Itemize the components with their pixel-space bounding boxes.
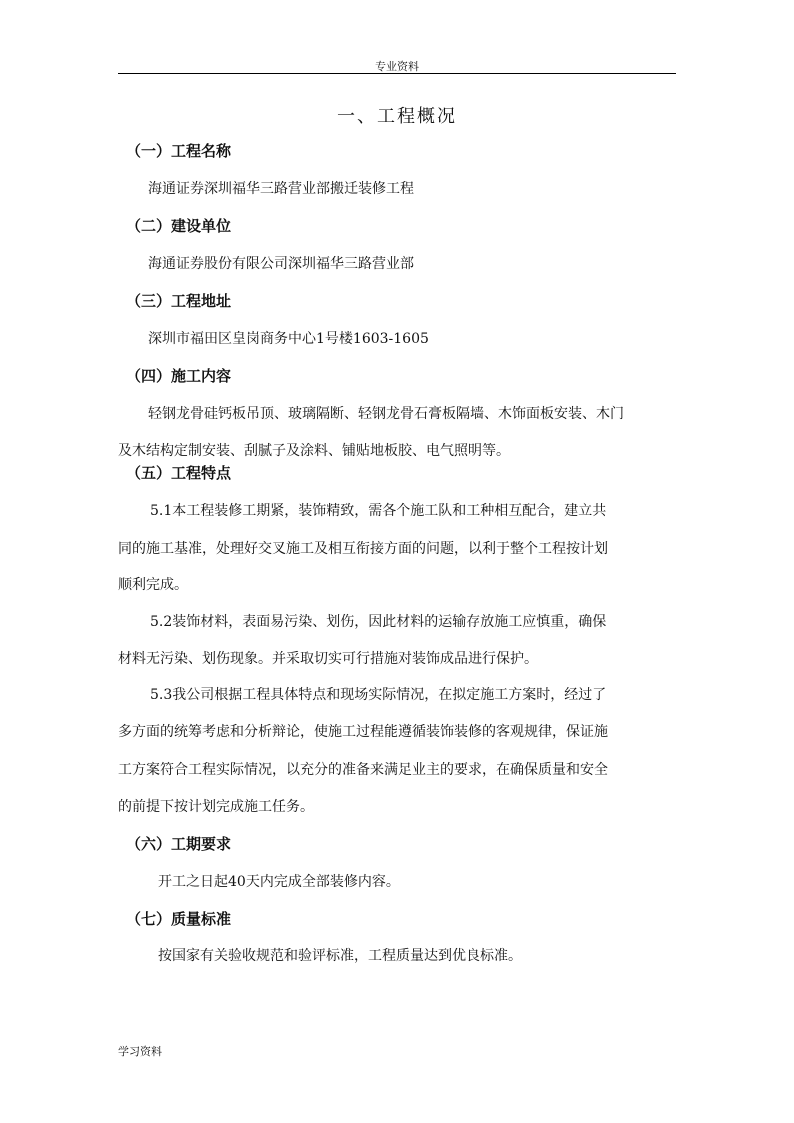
document-title: 一、工程概况: [337, 106, 457, 127]
header-divider: [118, 73, 676, 74]
feature-p3-line: 5.3我公司根据工程具体特点和现场实际情况，在拟定施工方案时，经过了: [150, 687, 607, 703]
page-footer-label: 学习资料: [118, 1045, 162, 1058]
feature-p1-line: 5.1本工程装修工期紧，装饰精致，需各个施工队和工种相互配合，建立共: [150, 503, 607, 519]
section-heading-address: （三）工程地址: [126, 292, 232, 310]
feature-p2-line: 5.2装饰材料，表面易污染、划伤，因此材料的运输存放施工应慎重，确保: [150, 614, 607, 630]
section-heading-scope: （四）施工内容: [126, 367, 232, 385]
project-name-text: 海通证券深圳福华三路营业部搬迁装修工程: [148, 181, 414, 197]
scope-line: 及木结构定制安装、刮腻子及涂料、铺贴地板胶、电气照明等。: [118, 443, 510, 459]
section-heading-features: （五）工程特点: [126, 464, 232, 482]
section-heading-quality: （七）质量标准: [126, 910, 232, 928]
section-heading-project-name: （一）工程名称: [126, 142, 232, 160]
feature-p1-line: 同的施工基准，处理好交叉施工及相互衔接方面的问题，以利于整个工程按计划: [118, 541, 608, 557]
page-header-label: 专业资料: [375, 60, 419, 73]
feature-p1-line: 顺利完成。: [118, 577, 188, 593]
feature-p2-line: 材料无污染、划伤现象。并采取切实可行措施对装饰成品进行保护。: [118, 651, 538, 667]
schedule-text: 开工之日起40天内完成全部装修内容。: [158, 874, 400, 890]
feature-p3-line: 工方案符合工程实际情况，以充分的准备来满足业主的要求，在确保质量和安全: [118, 762, 608, 778]
feature-p3-line: 的前提下按计划完成施工任务。: [118, 799, 314, 815]
section-heading-schedule: （六）工期要求: [126, 835, 232, 853]
feature-p3-line: 多方面的统筹考虑和分析辩论，使施工过程能遵循装饰装修的客观规律，保证施: [118, 724, 608, 740]
section-heading-client: （二）建设单位: [126, 217, 232, 235]
scope-line: 轻钢龙骨硅钙板吊顶、玻璃隔断、轻钢龙骨石膏板隔墙、木饰面板安装、木门: [148, 406, 624, 422]
address-text: 深圳市福田区皇岗商务中心1号楼1603-1605: [148, 331, 429, 347]
client-text: 海通证券股份有限公司深圳福华三路营业部: [148, 256, 414, 272]
quality-text: 按国家有关验收规范和验评标准，工程质量达到优良标准。: [158, 948, 522, 964]
